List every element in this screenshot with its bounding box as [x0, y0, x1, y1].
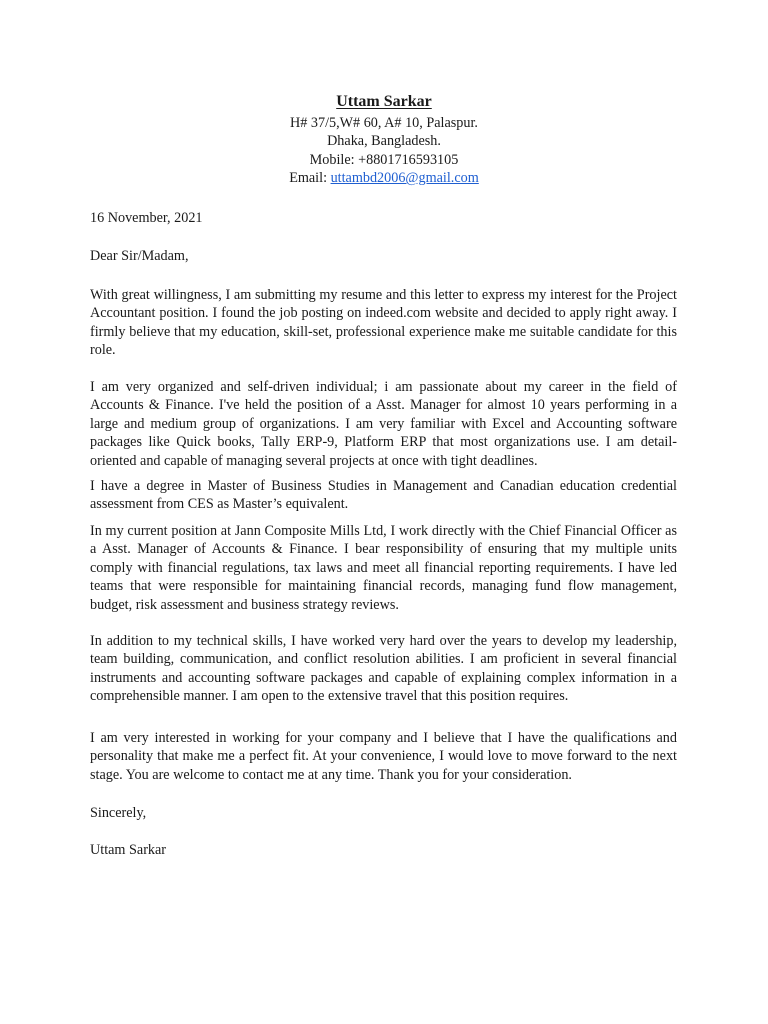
sender-name: Uttam Sarkar [336, 93, 432, 110]
paragraph-current-position: In my current position at Jann Composite Mills Ltd, I work directly with the Chief Financial Officer as a Asst. Manager of Accounts & Finance. I bear responsibility of ensuring that my multiple units comply with financial regulations, tax laws and meet all financial reporting requirements. I have led teams that were responsible for maintaining financial records, managing fund flow management, budget, risk assessment and business strategy reviews. [90, 523, 677, 613]
paragraph-education: I have a degree in Master of Business Studies in Management and Canadian education credential assessment from CES as Master’s equivalent. [90, 478, 677, 513]
paragraph-skills: In addition to my technical skills, I have worked very hard over the years to develop my leadership, team building, communication, and conflict resolution abilities. I am proficient in several financial instruments and accounting software packages and capable of explaining complex information in a comprehensible manner. I am open to the extensive travel that this position requires. [90, 633, 677, 705]
paragraph-intro: With great willingness, I am submitting my resume and this letter to express my interest for the Project Accountant position. I found the job posting on indeed.com website and decided to apply right away. I firmly believe that my education, skill-set, professional experience make me suitable candidate for this role. [90, 287, 677, 359]
signature-name: Uttam Sarkar [90, 842, 167, 858]
email-line [0, 169, 768, 188]
salutation: Dear Sir/Madam, [90, 248, 189, 264]
paragraph-experience: I am very organized and self-driven individual; i am passionate about my career in the field of Accounts & Finance. I've held the position of a Asst. Manager for almost 10 years performing in a large and medium group of organizations. I am very familiar with Excel and Accounting software packages like Quick books, Tally ERP-9, Platform ERP that most organizations use. I am detail-oriented and capable of managing several projects at once with tight deadlines. [90, 379, 677, 469]
email-label: Email: [289, 170, 331, 186]
address-line-2: Dhaka, Bangladesh. [327, 133, 441, 149]
letter-header [0, 93, 768, 188]
paragraph-conclusion: I am very interested in working for your company and I believe that I have the qualifications and personality that make me a perfect fit. At your convenience, I would love to move forward to the next stage. You are welcome to contact me at any time. Thank you for your consideration. [90, 730, 677, 783]
address-line-1: H# 37/5,W# 60, A# 10, Palaspur. [290, 114, 478, 131]
closing: Sincerely, [90, 805, 147, 821]
email-link[interactable]: uttambd2006@gmail.com [330, 170, 479, 186]
mobile-number: Mobile: +8801716593105 [309, 151, 459, 168]
letter-date: 16 November, 2021 [90, 210, 203, 226]
